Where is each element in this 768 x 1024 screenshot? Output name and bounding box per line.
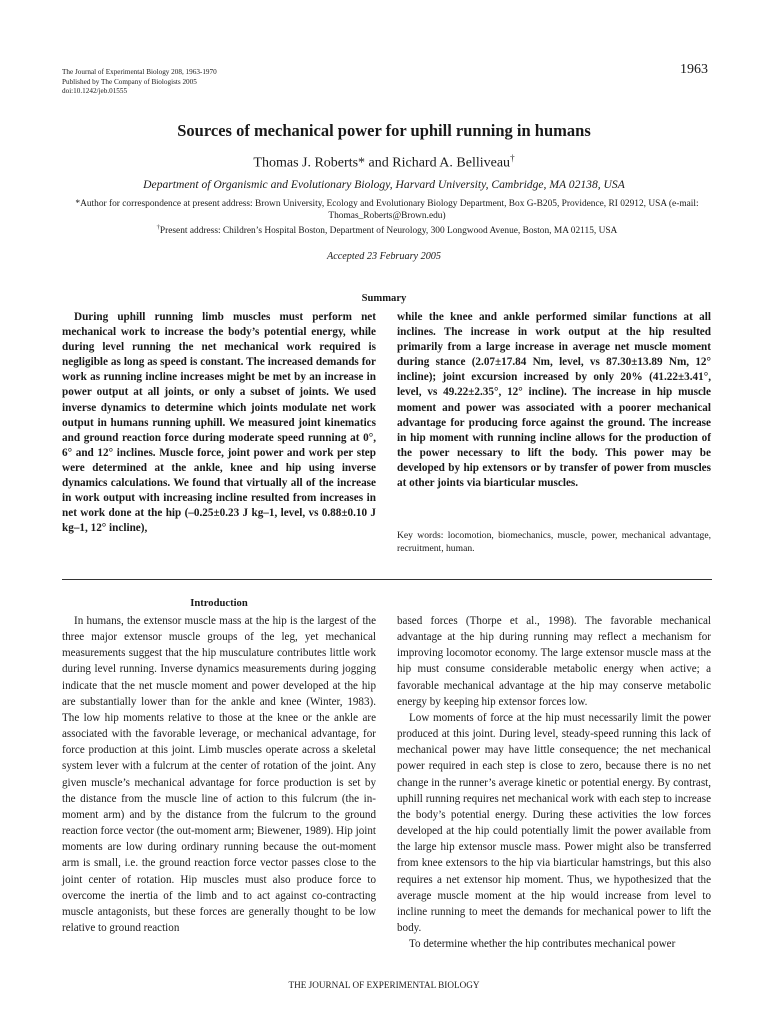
correspondence-note: [62, 198, 712, 238]
publisher-line: Published by The Company of Biologists 2005: [62, 77, 197, 86]
accepted-date: Accepted 23 February 2005: [326, 251, 441, 262]
present-address-mark: †: [156, 224, 160, 232]
body-paragraph-continued: based forces (Thorpe et al., 1998). The favorable mechanical advantage at the hip during running may reflect a mechanism for improving locomotor economy. The large extensor muscle mass at the hip must consume considerable metabolic energy when active; a favorable mechanical advantage at the hip may conserve metabolic energy by keeping hip extensor forces low.: [397, 615, 711, 708]
introduction-column-right: [397, 613, 711, 952]
body-paragraph: To determine whether the hip contributes mechanical power: [409, 938, 676, 951]
author-mark: †: [510, 153, 515, 163]
author-name: Thomas J. Roberts: [253, 155, 359, 171]
journal-footer: THE JOURNAL OF EXPERIMENTAL BIOLOGY: [288, 980, 480, 990]
body-paragraph: Low moments of force at the hip must necessarily limit the power produced at this joint. During level, steady-speed running this lack of mechanical power may have little consequence; the net mechanical power required in each step is close to zero, because there is no net change in the runner’s average kinetic or potential energy. By contrast, uphill running requires net mechanical work with each step to increase the body’s potential energy. During these activities the low forces developed at the hip could potentially limit the power available from the large hip extensor muscle mass. Power might also be transferred from knee extensors to the hip via biarticular hamstrings, but this also requires a net extensor hip moment. Thus, we hypothesized that the average muscle moment at the hip would increase from level to incline running to meet the demands for mechanical power to lift the body.: [397, 711, 711, 934]
summary-heading: Summary: [361, 293, 407, 304]
author-name: Richard A. Belliveau: [392, 155, 511, 171]
journal-citation-block: [62, 68, 217, 97]
summary-column-right: [397, 310, 711, 491]
present-address-line: [62, 222, 712, 237]
section-divider: [62, 579, 712, 580]
article-title: Sources of mechanical power for uphill running in humans: [177, 121, 591, 140]
affiliation: Department of Organismic and Evolutionary Biology, Harvard University, Cambridge, MA 02138, USA: [143, 178, 625, 191]
correspondence-address: *Author for correspondence at present address: Brown University, Ecology and Evolutionary Biology Department, Box G-B205, Providence, RI 02912, USA (e-mail: Thomas_Roberts@Brown.edu): [75, 199, 699, 222]
summary-paragraph-continued: while the knee and ankle performed similar functions at all inclines. The increase in work output at the hip resulted primarily from a large increase in average net muscle moment during stance (2.07±17.84 Nm, level, vs 87.30±13.89 Nm, 12° incline); joint excursion increased by only 20% (41.22±3.41°, level, vs 49.22±2.35°, 12° incline). The increase in hip muscle moment and power was associated with a poorer mechanical advantage for producing force against the ground. The increase in hip moment with running incline allows for the production of the power necessary to lift the body. This power may be developed by hip extensors or by transfer of power from muscles at other joints via biarticular muscles.: [397, 311, 711, 490]
introduction-heading: Introduction: [190, 598, 248, 609]
introduction-column-left: [62, 613, 376, 936]
summary-paragraph: During uphill running limb muscles must perform net mechanical work to increase the body’s potential energy, while during level running the net mechanical work required is negligible as long as speed is constant. The increased demands for work as running incline increases might be met by an increase in power output at all joints, or only a subset of joints. We used inverse dynamics to determine which joints modulate net work output in humans running uphill. We measured joint kinematics and ground reaction force during moderate speed running at 0°, 6° and 12° inclines. Muscle force, joint power and work per step were determined at the ankle, knee and hip using inverse dynamics calculations. We found that virtually all of the increase in work output with increasing incline resulted from increases in net work done at the hip (–0.25±0.23 J kg–1, level, vs 0.88±0.10 J kg–1, 12° incline),: [62, 311, 376, 535]
doi-line: doi:10.1242/jeb.01555: [62, 87, 128, 96]
summary-column-left: [62, 310, 376, 536]
journal-volume-line: The Journal of Experimental Biology 208, 1963-1970: [62, 68, 217, 76]
keywords: Key words: locomotion, biomechanics, muscle, power, mechanical advantage, recruitment, human.: [397, 530, 711, 554]
author-mark: *: [358, 155, 366, 171]
body-paragraph: In humans, the extensor muscle mass at the hip is the largest of the three major extensor muscle groups of the leg, yet mechanical measurements suggest that the hip musculature contributes little work during level running. Inverse dynamics measurements during jogging indicate that the net muscle moment and power developed at the hip are substantially lower than for the ankle and knee (Winter, 1983). The low hip moments relative to those at the knee or the ankle are associated with the favorable leverage, or mechanical advantage, for force production at this joint. Limb muscles operate across a skeletal system lever with a fulcrum at the center of rotation of the joint. Any given muscle’s mechanical advantage for force production is set by the distance from the muscle line of action to this fulcrum (the in-moment arm) and by the distance from the fulcrum to the ground reaction force vector (the out-moment arm; Biewener, 1989). Hip joint moments are low during ordinary running because the out-moment arm is small, i.e. the ground reaction force vector passes close to the joint center of rotation. Hip muscles must also produce force to overcome the inertia of the limb and to act against co-contracting muscle antagonists, but these forces are generally thought to be low relative to ground reaction: [62, 615, 376, 934]
page-number: 1963: [680, 62, 708, 77]
author-list: [0, 153, 768, 172]
present-address: Present address: Children’s Hospital Boston, Department of Neurology, 300 Longwood Avenue, Boston, MA 02115, USA: [159, 226, 618, 237]
author-joiner: and: [365, 155, 393, 171]
